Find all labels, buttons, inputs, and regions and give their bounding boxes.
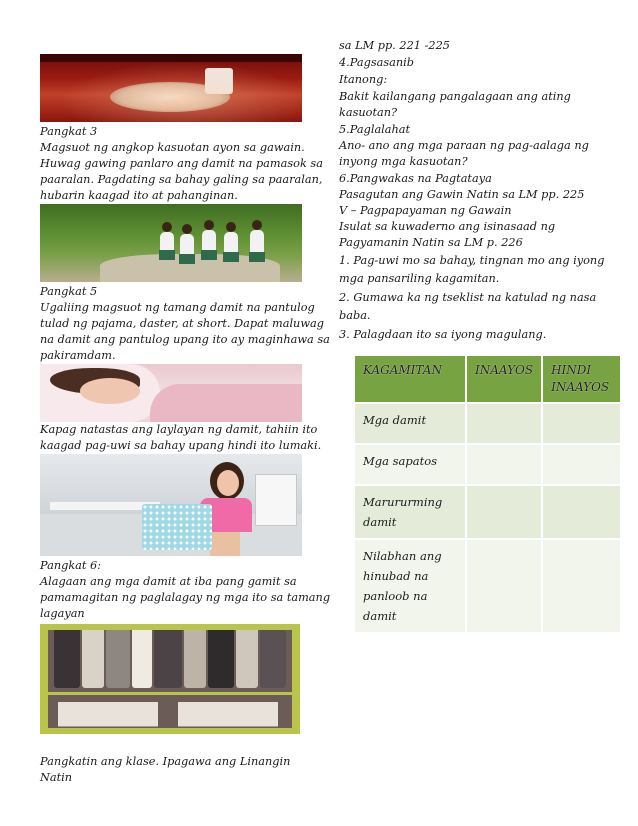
- closing-line: Pangkatin ang klase. Ipagawa ang Linangin: [40, 755, 291, 768]
- row-item: Mga sapatos: [354, 444, 466, 485]
- group3-title: Pangkat 3: [40, 125, 98, 138]
- right-line: inyong mga kasuotan?: [339, 155, 468, 168]
- group6-title: Pangkat 6:: [40, 559, 102, 572]
- right-line: kasuotan?: [339, 106, 398, 119]
- table-row: [354, 403, 621, 444]
- step-line: mga pansariling kagamitan.: [339, 272, 500, 285]
- right-line: Ano- ano ang mga paraan ng pag-aalaga ng: [339, 139, 589, 152]
- group3-line: Huwag gawing panlaro ang damit na pamasok sa: [40, 157, 323, 170]
- table-row: [354, 485, 621, 539]
- row-item: Mga damit: [354, 403, 466, 444]
- inaayos-cell[interactable]: [466, 444, 542, 485]
- students-walking-photo: [40, 204, 302, 282]
- group3-line: Magsuot ng angkop kasuotan ayon sa gawain.: [40, 141, 305, 154]
- right-line: Itanong:: [339, 73, 388, 86]
- row-item: Nilabhan ang hinubad na panloob na damit: [354, 539, 466, 633]
- table-row: [354, 444, 621, 485]
- right-line: V – Pagpapayaman ng Gawain: [339, 204, 512, 217]
- table-setting-photo: [40, 54, 302, 122]
- step-line: 2. Gumawa ka ng tseklist na katulad ng nasa: [339, 291, 597, 304]
- hindi-inaayos-cell[interactable]: [542, 403, 621, 444]
- hindi-inaayos-cell[interactable]: [542, 444, 621, 485]
- group5-line: pakiramdam.: [40, 349, 116, 362]
- header-hindi-inaayos: HINDI INAAYOS: [542, 355, 621, 403]
- sleeping-girl-photo: [40, 364, 302, 422]
- hindi-inaayos-cell[interactable]: [542, 485, 621, 539]
- inaayos-cell[interactable]: [466, 485, 542, 539]
- group6-line: lagayan: [40, 607, 85, 620]
- group5-line: na damit ang pantulog upang ito ay maginhawa sa: [40, 333, 330, 346]
- table-row: [354, 539, 621, 633]
- row-item: Marururming damit: [354, 485, 466, 539]
- step-line: baba.: [339, 309, 371, 322]
- inaayos-cell[interactable]: [466, 403, 542, 444]
- group3-line: paaralan. Pagdating sa bahay galing sa paaralan,: [40, 173, 323, 186]
- closing-line: Natin: [40, 771, 73, 784]
- right-line: 6.Pangwakas na Pagtataya: [339, 172, 492, 185]
- checklist-table: [353, 354, 622, 634]
- group5-title: Pangkat 5: [40, 285, 98, 298]
- right-line: 4.Pagsasanib: [339, 56, 415, 69]
- table-header-row: [354, 355, 621, 403]
- group5-line: tulad ng pajama, daster, at short. Dapat maluwag: [40, 317, 324, 330]
- hem-line: Kapag natastas ang laylayan ng damit, tahiin ito: [40, 423, 318, 436]
- girl-with-garment-photo: [40, 454, 302, 556]
- step-line: 3. Palagdaan ito sa iyong magulang.: [339, 328, 547, 341]
- right-line: Pasagutan ang Gawin Natin sa LM pp. 225: [339, 188, 585, 201]
- hindi-inaayos-cell[interactable]: [542, 539, 621, 633]
- group6-line: Alagaan ang mga damit at iba pang gamit sa: [40, 575, 297, 588]
- right-line: Isulat sa kuwaderno ang isinasaad ng: [339, 220, 556, 233]
- group3-line: hubarin kaagad ito at pahanginan.: [40, 189, 238, 202]
- right-line: Pagyamanin Natin sa LM p. 226: [339, 236, 523, 249]
- step-line: 1. Pag-uwi mo sa bahay, tingnan mo ang iyong: [339, 254, 605, 267]
- right-line: 5.Paglalahat: [339, 123, 411, 136]
- right-line: Bakit kailangang pangalagaan ang ating: [339, 90, 571, 103]
- header-inaayos: INAAYOS: [466, 355, 542, 403]
- hem-line: kaagad pag-uwi sa bahay upang hindi ito lumaki.: [40, 439, 322, 452]
- group5-line: Ugaliing magsuot ng tamang damit na pantulog: [40, 301, 315, 314]
- group6-line: pamamagitan ng paglalagay ng mga ito sa tamang: [40, 591, 331, 604]
- inaayos-cell[interactable]: [466, 539, 542, 633]
- closet-photo: [40, 624, 300, 734]
- right-line: sa LM pp. 221 -225: [339, 39, 450, 52]
- header-kagamitan: KAGAMITAN: [354, 355, 466, 403]
